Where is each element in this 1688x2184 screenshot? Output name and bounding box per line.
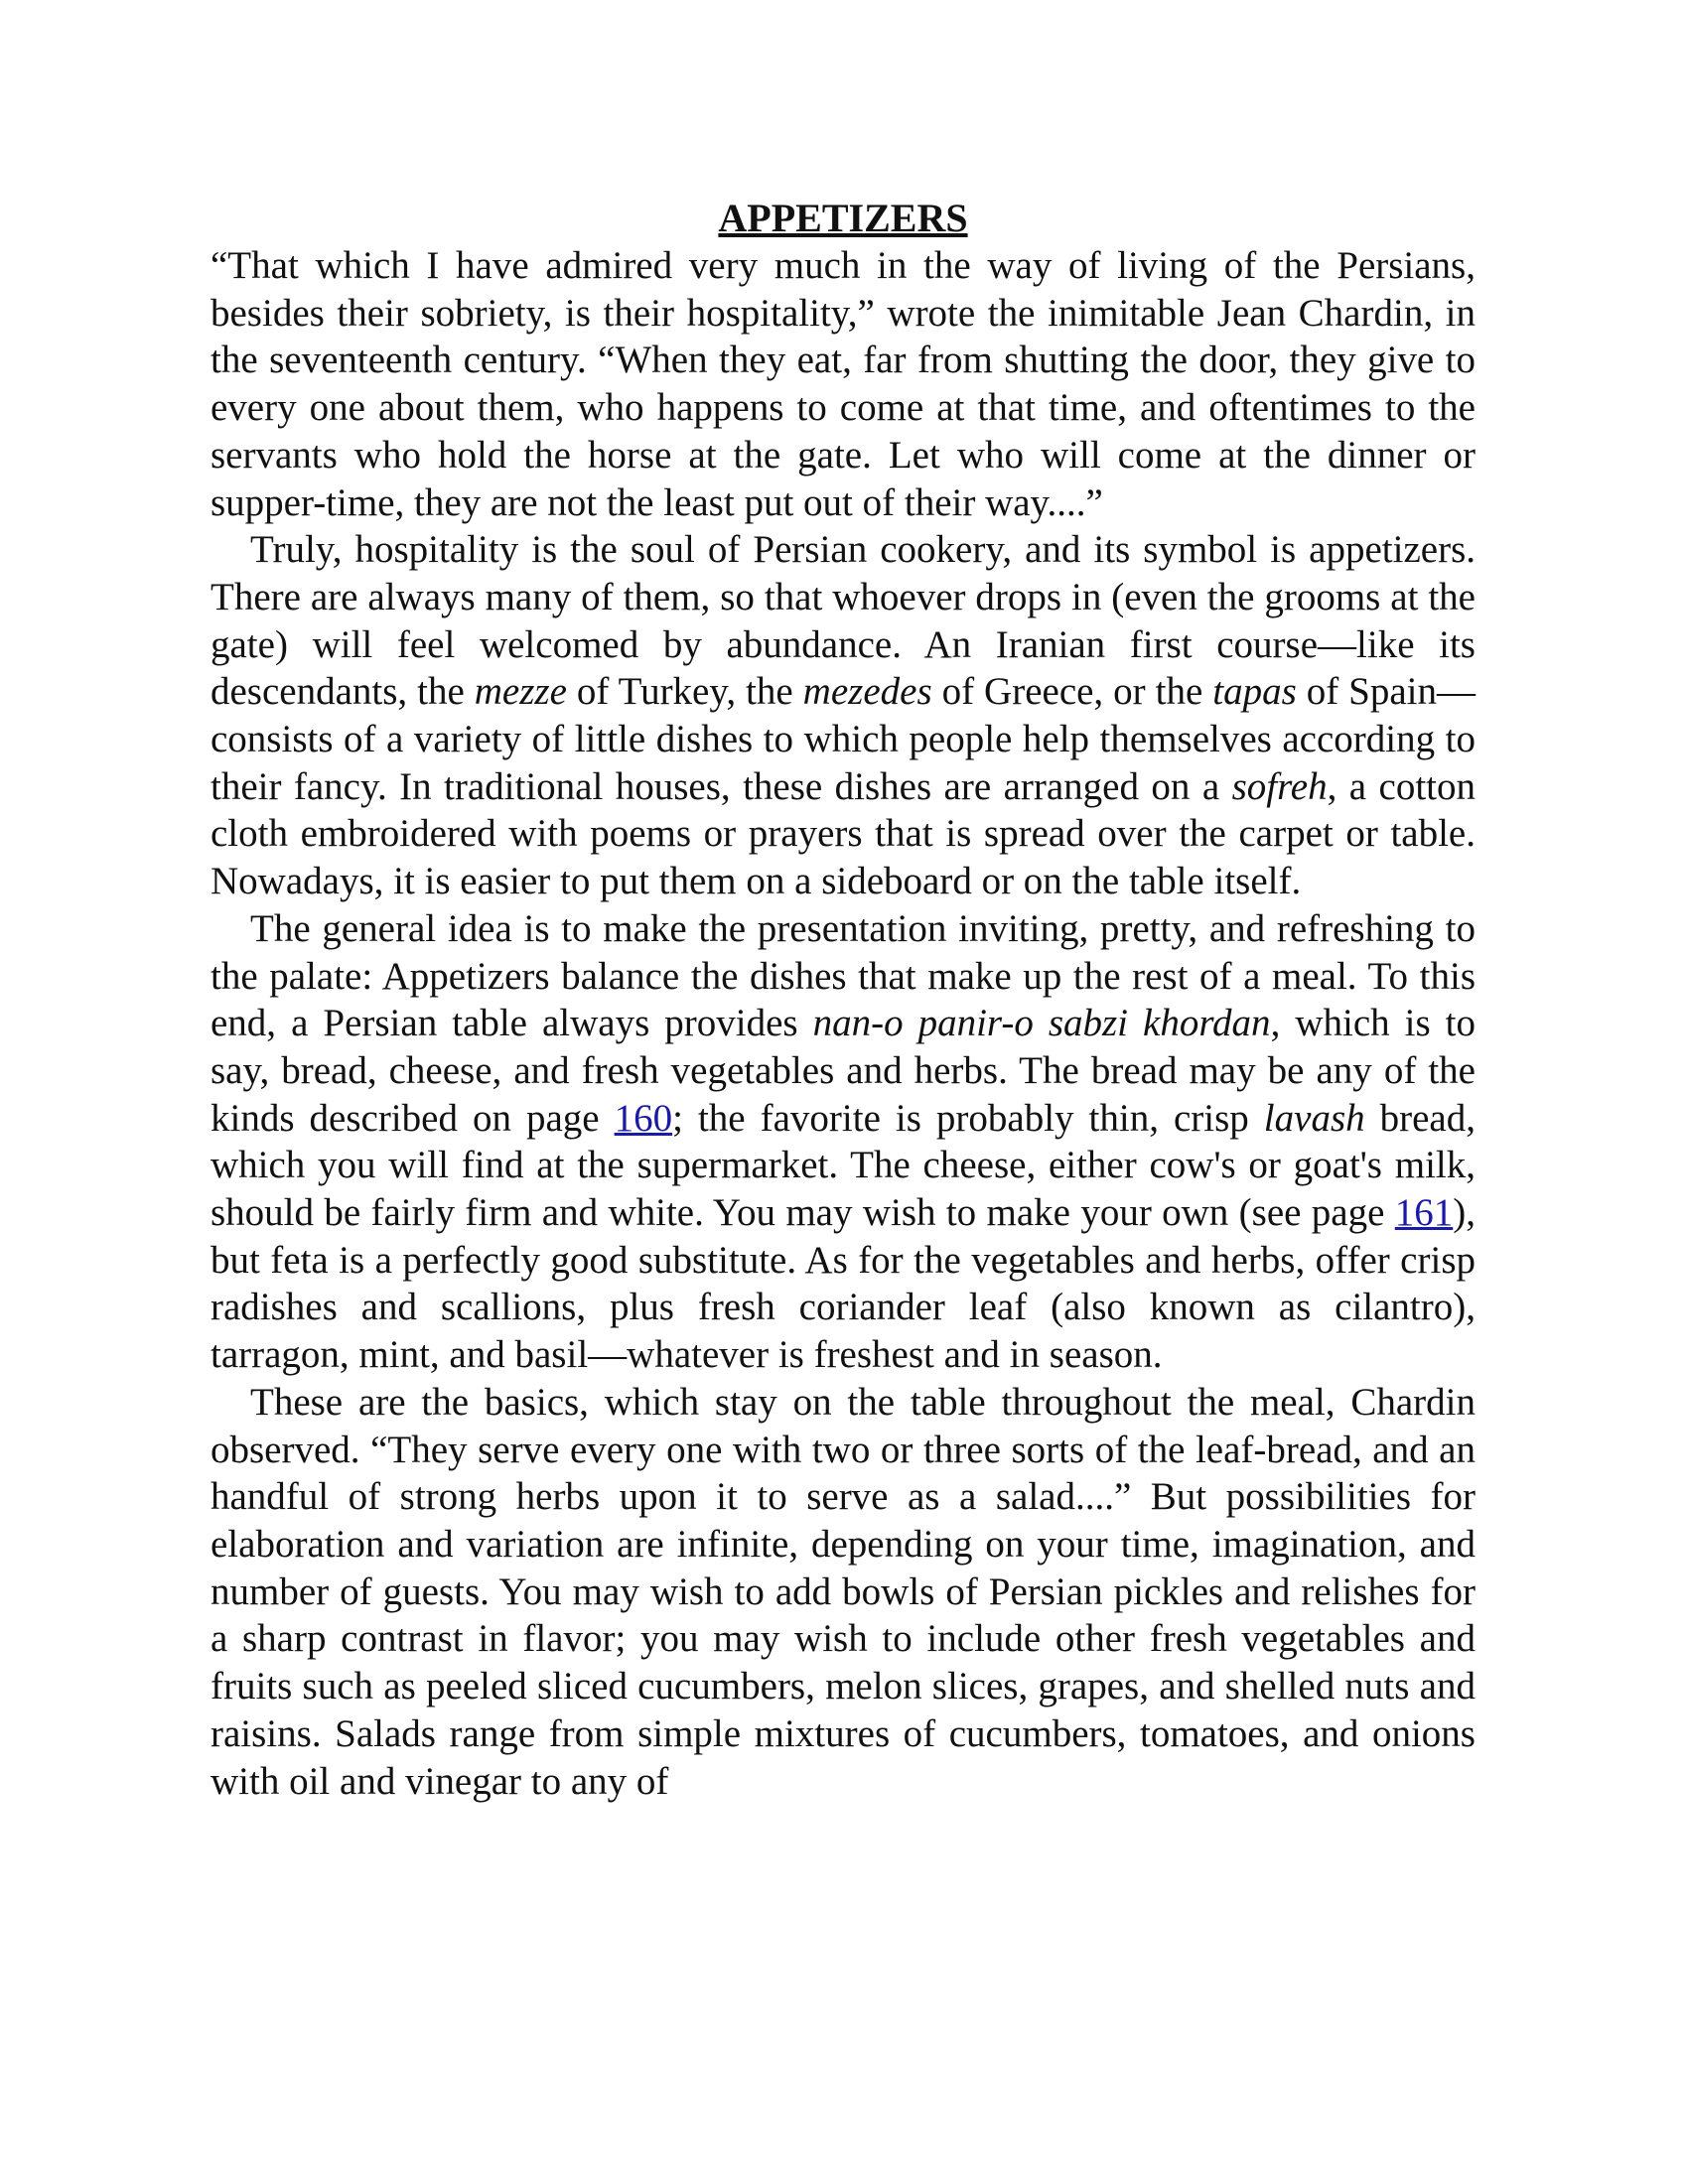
italic-term-lavash: lavash	[1263, 1096, 1365, 1140]
paragraph-basics	[211, 1379, 1476, 1805]
paragraph-hospitality	[211, 526, 1476, 905]
italic-term-tapas: tapas	[1212, 670, 1297, 714]
paragraph-text: , a cotton cloth embroidered with poems or prayers that is spread over the carpet or table. Nowadays, it is easier to put them on a sideboard or on the table itself.	[211, 764, 1477, 903]
paragraph-text: ), but feta is a perfectly good substitute. As for the vegetables and herbs, offer crisp radishes and scallions, plus fresh coriander leaf (also known as cilantro), tarragon, mint, and basil—whatever is freshest and in season.	[211, 1191, 1476, 1377]
italic-term-mezedes: mezedes	[802, 670, 932, 714]
paragraph-chardin-quote	[211, 242, 1476, 526]
paragraph-text: , which is to say, bread, cheese, and fresh vegetables and herbs. The bread may be any of the kinds described on page	[211, 1002, 1476, 1140]
italic-term-nan-o-panir: nan-o panir-o sabzi khordan	[812, 1002, 1271, 1045]
paragraph-text: The general idea is to make the presentation inviting, pretty, and refreshing to the palate: Appetizers balance the dishes that make up the rest of a meal. To this end, a Persian table always provides	[211, 906, 1476, 1045]
page-link-161[interactable]: 161	[1394, 1191, 1454, 1235]
document-page	[211, 195, 1476, 1805]
paragraph-text: of Turkey, the	[566, 670, 803, 714]
paragraph-general-idea	[211, 905, 1476, 1379]
page-link-160[interactable]: 160	[614, 1096, 673, 1140]
paragraph-text: of Spain—consists of a variety of little dishes to which people help themselves according to their fancy. In traditional houses, these dishes are arranged on a	[211, 670, 1477, 808]
paragraph-text: Truly, hospitality is the soul of Persian cookery, and its symbol is appetizers. There are always many of them, so that whoever drops in (even the grooms at the gate) will feel welcomed by abundance. An Iranian first course—like its descendants, the	[211, 528, 1476, 714]
paragraph-text: These are the basics, which stay on the table throughout the meal, Chardin observed. “They serve every one with two or three sorts of the leaf-bread, and an handful of strong herbs upon it to serve as a salad....” But possibilities for elaboration and variation are infinite, depending on your time, imagination, and number of guests. You may wish to add bowls of Persian pickles and relishes for a sharp contrast in flavor; you may wish to include other fresh vegetables and fruits such as peeled sliced cucumbers, melon slices, grapes, and shelled nuts and raisins. Salads range from simple mixtures of cucumbers, tomatoes, and onions with oil and vinegar to any of	[211, 1380, 1476, 1803]
paragraph-text: “That which I have admired very much in the way of living of the Persians, besides their sobriety, is their hospitality,” wrote the inimitable Jean Chardin, in the seventeenth century. “When they eat, far from shutting the door, they give to every one about them, who happens to come at that time, and oftentimes to the servants who hold the horse at the gate. Let who will come at the dinner or supper-time, they are not the least put out of their way....”	[211, 244, 1476, 524]
paragraph-text: ; the favorite is probably thin, crisp	[672, 1096, 1264, 1140]
paragraph-text: of Greece, or the	[931, 670, 1213, 714]
italic-term-sofreh: sofreh	[1231, 764, 1328, 808]
page-title: APPETIZERS	[718, 196, 968, 240]
paragraph-text: bread, which you will find at the supermarket. The cheese, either cow's or goat's milk, should be fairly firm and white. You may wish to make your own (see page	[211, 1096, 1476, 1235]
italic-term-mezze: mezze	[474, 670, 567, 714]
